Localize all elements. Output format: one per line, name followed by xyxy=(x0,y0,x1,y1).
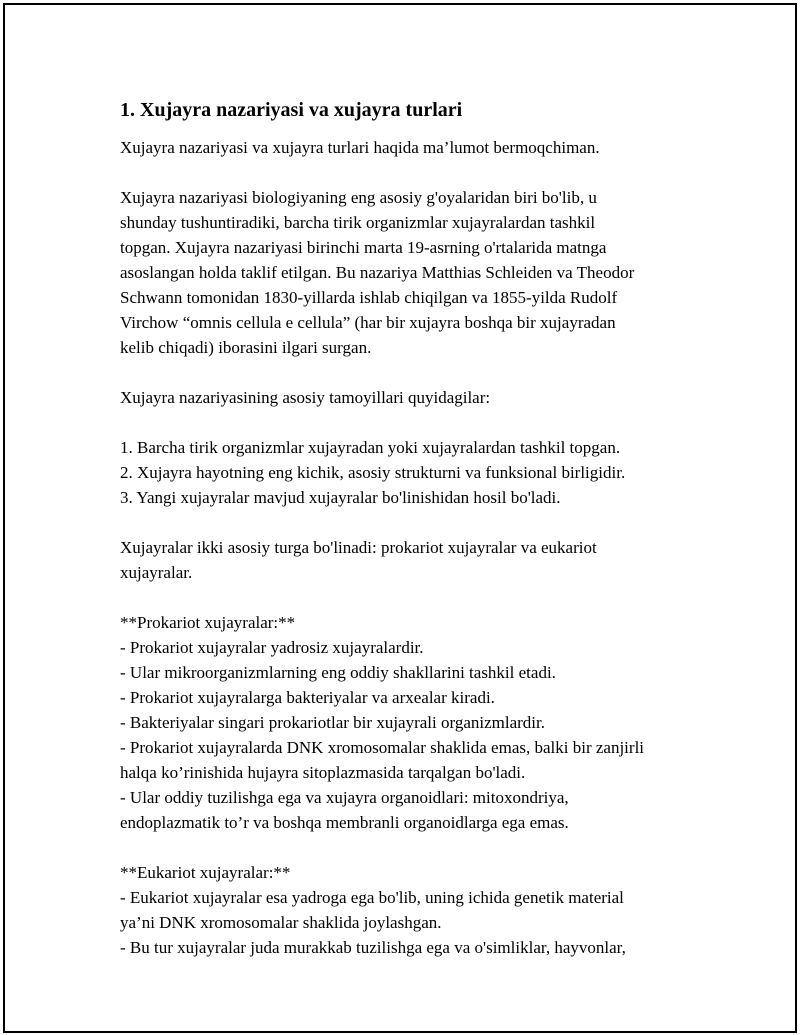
paragraph-gap xyxy=(120,510,720,535)
principle-item: 3. Yangi xujayralar mavjud xujayralar bo'linishidan hosil bo'ladi. xyxy=(120,488,561,507)
prokaryotes-line: - Prokariot xujayralarda DNK xromosomalar shaklida emas, balki bir zanjirli xyxy=(120,738,645,757)
prokaryotes-line: - Ular mikroorganizmlarning eng oddiy shakllarini tashkil etadi. xyxy=(120,663,556,682)
theory-line: Schwann tomonidan 1830-yillarda ishlab chiqilgan va 1855-yilda Rudolf xyxy=(120,288,618,307)
paragraph-gap xyxy=(120,835,720,860)
prokaryotes-line: - Ular oddiy tuzilishga ega va xujayra organoidlari: mitoxondriya, xyxy=(120,788,569,807)
prokaryotes-line: endoplazmatik to’r va boshqa membranli organoidlarga ega emas. xyxy=(120,813,569,832)
paragraph-gap xyxy=(120,360,720,385)
types-line: Xujayralar ikki asosiy turga bo'linadi: prokariot xujayralar va eukariot xyxy=(120,538,597,557)
theory-line: topgan. Xujayra nazariyasi birinchi marta 19-asrning o'rtalarida matnga xyxy=(120,238,607,257)
theory-line: Virchow “omnis cellula e cellula” (har bir xujayra boshqa bir xujayradan xyxy=(120,313,616,332)
prokaryotes-line: - Bakteriyalar singari prokariotlar bir xujayrali organizmlardir. xyxy=(120,713,546,732)
paragraph-gap xyxy=(120,410,720,435)
prokaryotes-line: - Prokariot xujayralarga bakteriyalar va arxealar kiradi. xyxy=(120,688,495,707)
principle-item: 2. Xujayra hayotning eng kichik, asosiy strukturni va funksional birligidir. xyxy=(120,463,626,482)
theory-line: shunday tushuntiradiki, barcha tirik organizmlar xujayralardan tashkil xyxy=(120,213,596,232)
intro-paragraph: Xujayra nazariyasi va xujayra turlari haqida ma’lumot bermoqchiman. xyxy=(120,138,600,157)
eukaryotes-line: ya’ni DNK xromosomalar shaklida joylashgan. xyxy=(120,913,442,932)
eukaryotes-line: - Bu tur xujayralar juda murakkab tuzilishga ega va o'simliklar, hayvonlar, xyxy=(120,938,626,957)
principles-heading: Xujayra nazariyasining asosiy tamoyillari quyidagilar: xyxy=(120,388,491,407)
paragraph-gap xyxy=(120,160,720,185)
paragraph-gap xyxy=(120,585,720,610)
eukaryotes-line: - Eukariot xujayralar esa yadroga ega bo'lib, uning ichida genetik material xyxy=(120,888,624,907)
document-title: 1. Xujayra nazariyasi va xujayra turlari xyxy=(120,99,463,121)
document-page xyxy=(3,3,797,1033)
theory-line: Xujayra nazariyasi biologiyaning eng asosiy g'oyalaridan biri bo'lib, u xyxy=(120,188,597,207)
theory-line: asoslangan holda taklif etilgan. Bu nazariya Matthias Schleiden va Theodor xyxy=(120,263,635,282)
document-body xyxy=(120,97,720,960)
types-line: xujayralar. xyxy=(120,563,193,582)
principle-item: 1. Barcha tirik organizmlar xujayradan yoki xujayralardan tashkil topgan. xyxy=(120,438,621,457)
theory-line: kelib chiqadi) iborasini ilgari surgan. xyxy=(120,338,372,357)
prokaryotes-line: - Prokariot xujayralar yadrosiz xujayralardir. xyxy=(120,638,424,657)
prokaryotes-heading: **Prokariot xujayralar:** xyxy=(120,613,296,632)
eukaryotes-heading: **Eukariot xujayralar:** xyxy=(120,863,291,882)
prokaryotes-line: halqa ko’rinishida hujayra sitoplazmasida tarqalgan bo'ladi. xyxy=(120,763,526,782)
